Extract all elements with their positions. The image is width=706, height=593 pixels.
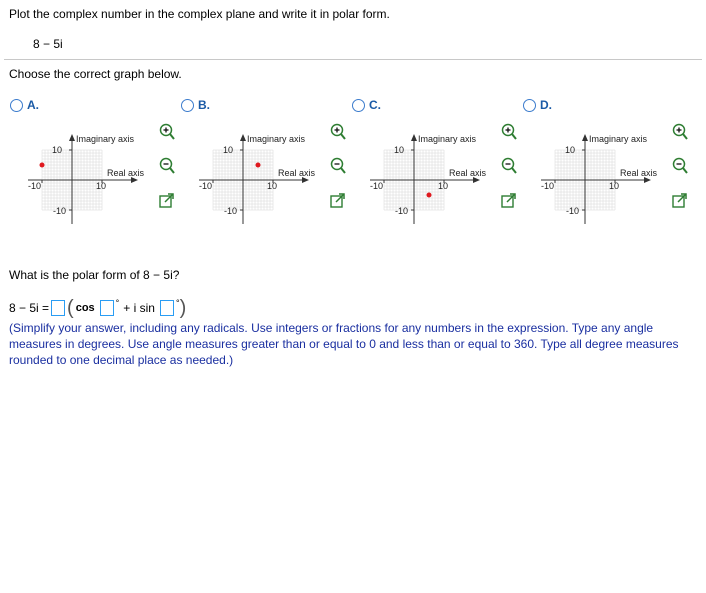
ylabel: Imaginary axis xyxy=(247,134,306,144)
answer-row xyxy=(9,297,187,319)
tick-left: -10 xyxy=(541,181,555,191)
modulus-input[interactable] xyxy=(51,300,65,316)
option-a-label: A. xyxy=(27,98,39,112)
tick-bottom: -10 xyxy=(224,206,238,216)
tick-left: -10 xyxy=(28,181,42,191)
graph-b xyxy=(199,128,319,228)
plotted-point xyxy=(427,193,432,198)
tick-right: 10 xyxy=(438,181,449,191)
enlarge-graph-icon-a[interactable] xyxy=(158,192,175,209)
tick-right: 10 xyxy=(609,181,620,191)
degree-symbol-2: ° xyxy=(175,298,180,308)
zoom-out-icon-d[interactable] xyxy=(671,157,688,174)
right-paren: ) xyxy=(179,297,187,319)
option-d-label: D. xyxy=(540,98,552,112)
polar-question: What is the polar form of 8 − 5i? xyxy=(9,268,180,282)
left-paren: ( xyxy=(67,297,74,319)
tick-right: 10 xyxy=(96,181,107,191)
tick-left: -10 xyxy=(370,181,384,191)
option-d[interactable] xyxy=(523,98,552,112)
imaginary-axis-arrow xyxy=(69,134,75,141)
graph-d xyxy=(541,128,661,228)
zoom-out-icon-b[interactable] xyxy=(329,157,346,174)
graph-c xyxy=(370,128,490,228)
option-a[interactable] xyxy=(10,98,39,112)
plotted-point xyxy=(40,163,45,168)
instructions: (Simplify your answer, including any radicals. Use integers or fractions for any numbers in the expression. Type any angle measures in degrees. Use angle measures greater than or equal to 0 and less than or equal to 360. Type all degree measures rounded to one decimal place as needed.) xyxy=(9,321,679,367)
enlarge-graph-icon-d[interactable] xyxy=(671,192,688,209)
tick-top: 10 xyxy=(223,145,234,155)
xlabel: Real axis xyxy=(107,168,145,178)
tick-top: 10 xyxy=(565,145,576,155)
ylabel: Imaginary axis xyxy=(589,134,648,144)
tick-top: 10 xyxy=(394,145,405,155)
option-b-radio[interactable] xyxy=(181,99,194,112)
answer-lhs: 8 − 5i = xyxy=(9,301,50,315)
zoom-in-icon-a[interactable] xyxy=(158,123,175,140)
cos-angle-input[interactable] xyxy=(100,300,114,316)
option-c-radio[interactable] xyxy=(352,99,365,112)
option-c-label: C. xyxy=(369,98,381,112)
zoom-out-icon-a[interactable] xyxy=(158,157,175,174)
xlabel: Real axis xyxy=(620,168,658,178)
imaginary-axis-arrow xyxy=(411,134,417,141)
enlarge-graph-icon-c[interactable] xyxy=(500,192,517,209)
imaginary-axis-arrow xyxy=(240,134,246,141)
question-expression: 8 − 5i xyxy=(33,37,63,51)
option-d-radio[interactable] xyxy=(523,99,536,112)
tick-bottom: -10 xyxy=(53,206,67,216)
tick-bottom: -10 xyxy=(566,206,580,216)
enlarge-graph-icon-b[interactable] xyxy=(329,192,346,209)
tick-top: 10 xyxy=(52,145,63,155)
choose-label: Choose the correct graph below. xyxy=(9,67,182,81)
xlabel: Real axis xyxy=(278,168,316,178)
zoom-out-icon-c[interactable] xyxy=(500,157,517,174)
xlabel: Real axis xyxy=(449,168,487,178)
sin-angle-input[interactable] xyxy=(160,300,174,316)
zoom-in-icon-d[interactable] xyxy=(671,123,688,140)
graph-a xyxy=(28,128,148,228)
ylabel: Imaginary axis xyxy=(76,134,135,144)
tick-bottom: -10 xyxy=(395,206,409,216)
degree-symbol: ° xyxy=(115,298,120,308)
option-c[interactable] xyxy=(352,98,381,112)
imaginary-axis-arrow xyxy=(582,134,588,141)
option-b-label: B. xyxy=(198,98,210,112)
tick-right: 10 xyxy=(267,181,278,191)
question-title: Plot the complex number in the complex plane and write it in polar form. xyxy=(9,7,390,21)
zoom-in-icon-c[interactable] xyxy=(500,123,517,140)
tick-left: -10 xyxy=(199,181,213,191)
plotted-point xyxy=(256,163,261,168)
zoom-in-icon-b[interactable] xyxy=(329,123,346,140)
plus-i-sin: + i sin xyxy=(123,301,155,315)
option-a-radio[interactable] xyxy=(10,99,23,112)
ylabel: Imaginary axis xyxy=(418,134,477,144)
divider xyxy=(4,59,702,60)
cos-label: cos xyxy=(75,302,95,314)
option-b[interactable] xyxy=(181,98,210,112)
